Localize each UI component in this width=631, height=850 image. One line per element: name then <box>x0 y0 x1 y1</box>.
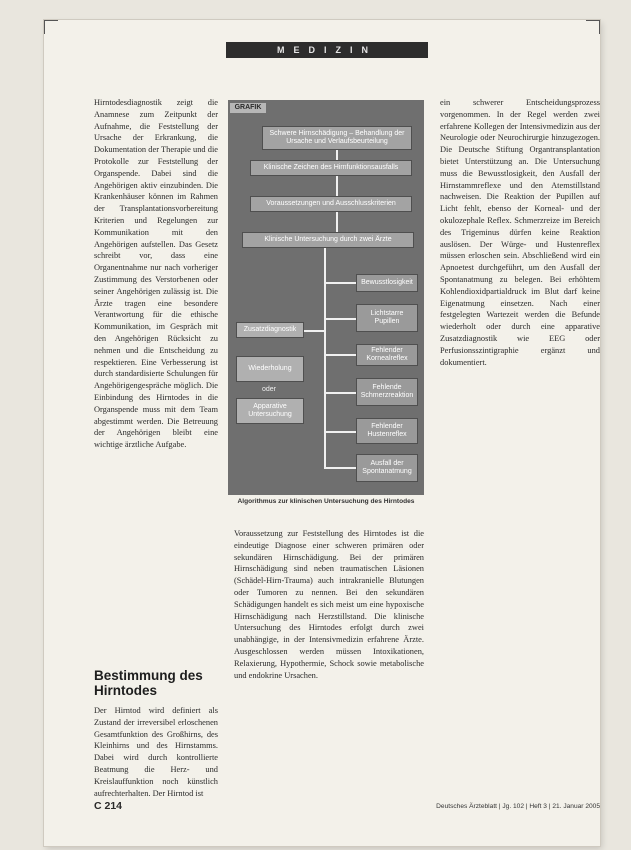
connector <box>324 431 356 433</box>
body-column-1-lower <box>94 705 218 815</box>
connector <box>336 212 338 232</box>
connector <box>324 354 356 356</box>
flow-box-hirnschaedigung: Schwere Hirnschädigung – Behandlung der Ursache und Verlaufsbeurteilung <box>262 126 412 150</box>
body-column-2 <box>234 528 424 758</box>
connector <box>324 392 356 394</box>
crop-mark <box>586 20 600 21</box>
flow-box-zusatzdiagnostik: Zusatzdiagnostik <box>236 322 304 338</box>
connector <box>324 282 356 284</box>
figure-tab: GRAFIK <box>230 103 266 113</box>
body-column-3 <box>440 97 600 797</box>
connector <box>336 150 338 160</box>
flow-box-pupillen: Lichtstarre Pupillen <box>356 304 418 332</box>
flow-box-wiederholung: Wiederholung <box>236 356 304 382</box>
crop-mark <box>599 20 600 34</box>
flow-box-spontanatmung: Ausfall der Spontanatmung <box>356 454 418 482</box>
paragraph: Der Hirntod wird definiert als Zustand der irreversibel erloschenen Gesamtfunktion des Großhirns, des Kleinhirns und des Hirnstamms. Dabei wird durch kontrollierte Beatmung die Herz- und Kreislauffunktion noch künstlich aufrechterhalten. Der Hirntod ist <box>94 706 218 798</box>
page-number: C 214 <box>94 800 123 812</box>
connector <box>324 248 326 468</box>
body-column-1 <box>94 97 218 627</box>
section-header: MEDIZIN <box>226 42 428 58</box>
connector <box>304 330 324 332</box>
or-label: oder <box>262 386 277 393</box>
paragraph: ein schwerer Entscheidungsprozess vorgenommen. In der Regel werden zwei erfahrene Kollegen der Intensivmedizin aus der Neurologie oder Neurochirurgie hinzugezogen. Die Deutsche Stiftung Organtransplantation bietet Unterstützung an. Die Untersuchung muss die Bewusstlosigkeit, den Ausfall der Hirnstammreflexe und den Atemstillstand nachweisen. Die Reaktion der Pupillen auf Licht fehlt, ebenso der Korneal- und der okulozephale Reflex. Schmerzreize im Bereich des Trigeminus dürfen keine Reaktion auslösen. Der Würge- und Hustenreflex müssen erloschen sein. Abschließend wird ein Apnoetest durchgeführt, um den Ausfall der Spontanatmung zu belegen. Bei erhöhtem Kohlendioxidpartialdruck im Blut darf keine Eigenatmung einsetzen. Nach einer festgelegten Wartezeit werden die Befunde wiederholt oder durch eine apparative Zusatzdiagnostik wie EEG oder Perfusionsszintigraphie ergänzt und dokumentiert. <box>440 98 600 367</box>
flow-box-hustenreflex: Fehlender Hustenreflex <box>356 418 418 444</box>
figure-caption: Algorithmus zur klinischen Untersuchung des Hirntodes <box>237 498 415 505</box>
flow-box-kornealreflex: Fehlender Kornealreflex <box>356 344 418 366</box>
crop-mark <box>44 20 45 34</box>
flow-box-bewusstlosigkeit: Bewusstlosigkeit <box>356 274 418 292</box>
flow-box-apparative-untersuchung: Apparative Untersuchung <box>236 398 304 424</box>
crop-mark <box>44 20 58 21</box>
paragraph: Voraussetzung zur Feststellung des Hirntodes ist die eindeutige Diagnose einer schweren primären oder sekundären Hirnschädigung. Bei der primären Hirnschädigung sind neben traumatischen Läsionen (Schädel-Hirn-Trauma) auch intrakranielle Blutungen oder Tumoren zu nennen. Bei den sekundären Schädigungen handelt es sich meist um eine hypoxische Hirnschädigung nach Herzstillstand. Die klinische Untersuchung des Hirntodes erfolgt durch zwei unabhängige, in der Intensivmedizin erfahrene Ärzte. Ausgeschlossen werden müssen Intoxikationen, Relaxierung, Hypothermie, Schock sowie metabolische und endokrine Ursachen. <box>234 529 424 680</box>
connector <box>324 467 356 469</box>
flow-box-klinische-untersuchung: Klinische Untersuchung durch zwei Ärzte <box>242 232 414 248</box>
paragraph: Hirntodesdiagnostik zeigt die Anamnese zum Zeitpunkt der Aufnahme, die Feststellung der Ursache der Erkrankung, die Dokumentation der Therapie und die Protokolle zur Feststellung der Organspende. Dabei sind die Angehörigen aktiv einzubinden. Die Krankenhäuser können im Rahmen der Transplantationsvorbereitung Kriterien und Regelungen zur Kommunikation mit den Angehörigen aufstellen. Das Gesetz schreibt vor, dass eine Organentnahme nur nach vorheriger Zustimmung des Verstorbenen oder seiner Angehörigen zulässig ist. Die Ärzte tragen eine besondere Verantwortung für die ethische Kommunikation, im Gespräch mit den Angehörigen Rücksicht zu nehmen und die Entscheidung zu respektieren. Eine Verbesserung ist durch standardisierte Schulungen für Angehörigengespräche möglich. Die Einbindung des Hirntodes in die Organspende muss mit dem Team abgestimmt werden. Die Betreuung der Angehörigen bleibt eine wichtige ärztliche Aufgabe. <box>94 98 218 450</box>
flow-box-voraussetzungen: Voraussetzungen und Ausschlusskriterien <box>250 196 412 212</box>
flowchart-figure <box>228 100 424 495</box>
connector <box>336 176 338 196</box>
flow-box-schmerzreaktion: Fehlende Schmerzreaktion <box>356 378 418 406</box>
flow-box-klinische-zeichen: Klinische Zeichen des Hirnfunktionsausfalls <box>250 160 412 176</box>
connector <box>324 318 356 320</box>
journal-citation: Deutsches Ärzteblatt | Jg. 102 | Heft 3 | 21. Januar 2005 <box>436 803 600 810</box>
section-heading: Bestimmung des Hirntodes <box>94 668 203 698</box>
